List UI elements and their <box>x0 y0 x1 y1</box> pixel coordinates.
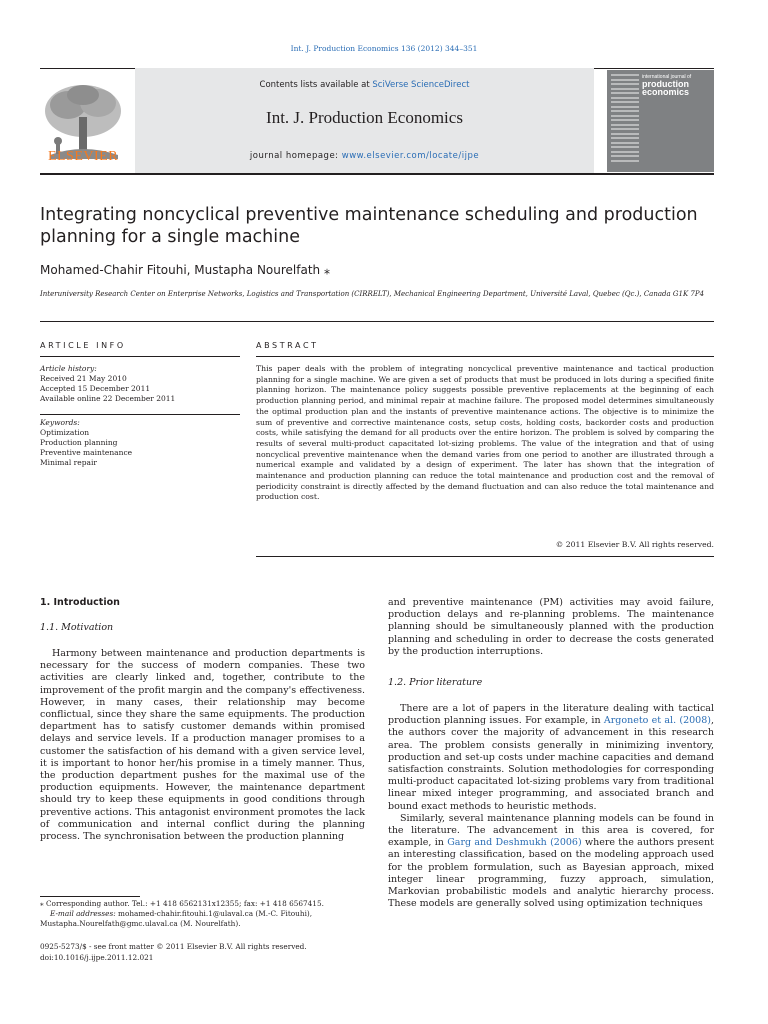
banner-bottom-rule <box>40 173 714 175</box>
homepage-line <box>135 151 594 161</box>
journal-name: Int. J. Production Economics <box>266 108 463 127</box>
right-column-text <box>388 703 714 910</box>
doi-line[interactable]: doi:10.1016/j.ijpe.2011.12.021 <box>40 953 154 962</box>
paragraph: and preventive maintenance (PM) activities may avoid failure, production delays and re-planning problems. The maintenance planning should be simultaneously planned with the production planning and scheduling in order to decrease the costs generated by the production interruptions. <box>388 597 714 657</box>
cover-line2: production economics <box>642 79 690 97</box>
paragraph: There are a lot of papers in the literature dealing with tactical production planning issues. For example, in Argoneto et al. (2008), the authors cover the majority of advancement in this research area. The problem consists generally in minimizing inventory, production and set-up costs under machine capacities and demand satisfaction constraints. Solution methodologies for corresponding multi-product capacitated lot-sizing problems vary from traditional linear mixed integer programming, and associated branch and bound exact methods to heuristic methods. <box>388 703 714 812</box>
homepage-link[interactable]: www.elsevier.com/locate/ijpe <box>341 151 480 161</box>
corresponding-footnote <box>40 899 370 929</box>
contents-prefix: Contents lists available at <box>259 80 373 90</box>
keyword-item: Optimization <box>40 428 90 437</box>
right-column-continuation <box>388 597 714 658</box>
email-1[interactable]: mohamed-chahir.fitouhi.1@ulaval.ca (M.-C. Fitouhi), <box>115 909 313 918</box>
article-title: Integrating noncyclical preventive maintenance scheduling and production planning for a single machine <box>40 205 698 247</box>
corresponding-author: ⁎ Corresponding author. Tel.: +1 418 6562131x12355; fax: +1 418 6567415. <box>40 899 324 908</box>
journal-cover-thumbnail <box>607 70 714 172</box>
subsection-motivation-heading: 1.1. Motivation <box>40 622 114 633</box>
left-column-text <box>40 648 365 843</box>
homepage-prefix: journal homepage: <box>249 151 342 161</box>
section-introduction-heading: 1. Introduction <box>40 597 120 608</box>
history-label: Article history: <box>40 364 97 373</box>
sciencedirect-link[interactable]: SciVerse ScienceDirect <box>372 80 470 90</box>
abstract-bottom-rule <box>256 556 714 557</box>
info-divider <box>40 414 240 415</box>
keywords-label: Keywords: <box>40 418 80 427</box>
abstract-copyright: © 2011 Elsevier B.V. All rights reserved. <box>555 540 714 549</box>
paragraph: Similarly, several maintenance planning models can be found in the literature. The advancement in this area is covered, for example, in Garg and Deshmukh (2006) where the authors present an interesting classification, based on the modeling approach used for the problem formulation, such as Bayesian approach, mixed integer linear programming, fuzzy approach, simulation, Markovian probabilistic models and analytic hierarchy process. These models are generally solved using optimization techniques <box>388 812 714 910</box>
header-rule <box>40 321 714 322</box>
cover-toc-lines <box>611 74 639 164</box>
abstract-rule <box>256 356 714 357</box>
citation-link-garg[interactable]: Garg and Deshmukh (2006) <box>447 837 582 849</box>
issn-line: 0925-5273/$ - see front matter © 2011 Elsevier B.V. All rights reserved. <box>40 942 307 951</box>
keyword-item: Production planning <box>40 438 118 447</box>
keyword-item: Minimal repair <box>40 458 97 467</box>
author-line <box>40 263 330 277</box>
article-info-heading: ARTICLE INFO <box>40 341 126 350</box>
abstract-heading: ABSTRACT <box>256 341 319 350</box>
contents-line <box>135 80 594 90</box>
email-line <box>40 909 370 919</box>
history-received: Received 21 May 2010 <box>40 374 127 383</box>
history-online: Available online 22 December 2011 <box>40 394 176 403</box>
email-label: E-mail addresses: <box>50 909 116 918</box>
cover-line1: international journal of <box>642 74 692 80</box>
elsevier-wordmark: ELSEVIER <box>47 149 119 164</box>
issn-doi <box>40 941 370 963</box>
paragraph: Harmony between maintenance and production departments is necessary for the success of modern companies. These two activities are clearly linked and, together, contribute to the improvement of the profit margin and the company's effectiveness. However, in many cases, their relationship may become conflictual, since they share the same equipments. The production department has to satisfy customer demands within promised delays and service levels. If a production manager promises to a customer the satisfaction of his demand with a given service level, it is important to honor her/his promise in a timely manner. Thus, the production department pushes for the maximal use of the production equipments. However, the maintenance department should try to keep these equipments in good conditions through preventive actions. This antagonist environment promotes the lack of communication and internal conflict during the planning process. The synchronisation between the production planning <box>40 648 365 843</box>
subsection-prior-literature-heading: 1.2. Prior literature <box>388 677 483 688</box>
history-accepted: Accepted 15 December 2011 <box>40 384 151 393</box>
article-info-rule <box>40 356 240 357</box>
authors: Mohamed-Chahir Fitouhi, Mustapha Nourelfath <box>40 263 321 277</box>
abstract-text: This paper deals with the problem of integrating noncyclical preventive maintenance and tactical production planning for a single machine. We are given a set of products that must be produced in lots during a specified finite planning horizon. The maintenance policy suggests possible preventive replacements at the beginning of each production planning period, and minimal repair at machine failure. The proposed model determines simultaneously the optimal production plan and the instants of preventive maintenance actions. The objective is to minimize the sum of preventive and corrective maintenance costs, setup costs, holding costs, backorder costs and production costs, while satisfying the demand for all products over the entire horizon. The problem is solved by comparing the results of several multi-product capacitated lot-sizing problems. The value of the integration and that of using noncyclical preventive maintenance when the demand varies from one period to another are illustrated through a numerical example and validated by a design of experiment. The later has shown that the integration of maintenance and production planning can reduce the total maintenance and production cost and the removal of periodicity constraint is directly affected by the demand fluctuation and can also reduce the total maintenance and production cost. <box>256 364 714 502</box>
journal-citation: Int. J. Production Economics 136 (2012) 344–351 <box>290 44 478 53</box>
email-2[interactable]: Mustapha.Nourelfath@gmc.ulaval.ca (M. Nourelfath). <box>40 919 241 928</box>
corresponding-mark[interactable]: ⁎ <box>323 263 330 277</box>
footnote-rule <box>40 896 140 897</box>
keywords <box>40 418 240 468</box>
keyword-item: Preventive maintenance <box>40 448 133 457</box>
affiliation: Interuniversity Research Center on Enterprise Networks, Logistics and Transportation (CIRRELT), Mechanical Engineering Department, Université Laval, Quebec (Qc.), Canada G1K 7P4 <box>40 290 705 298</box>
citation-link-argoneto[interactable]: Argoneto et al. (2008) <box>603 715 711 727</box>
article-history <box>40 364 240 404</box>
